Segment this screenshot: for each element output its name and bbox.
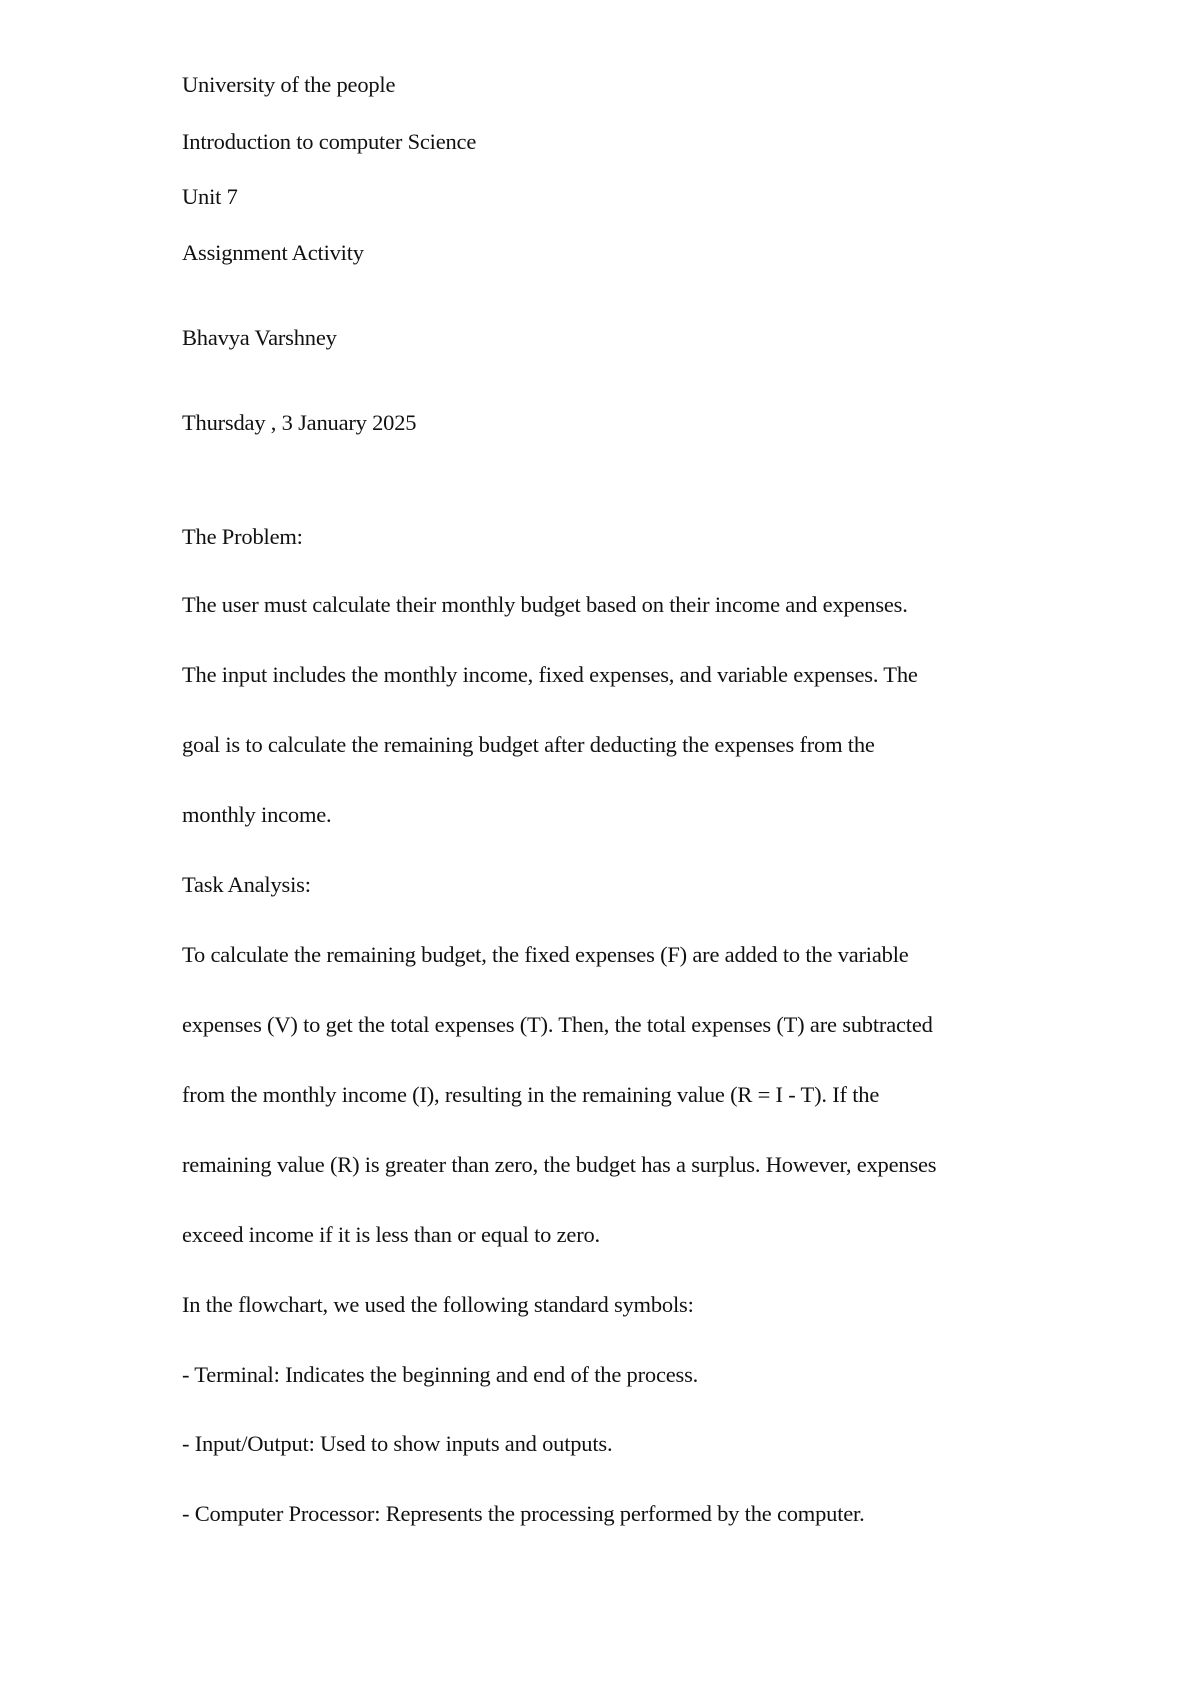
symbol-item-terminal: - Terminal: Indicates the beginning and end of the process.: [182, 1362, 699, 1387]
task-analysis-line: exceed income if it is less than or equal to zero.: [182, 1222, 600, 1247]
assignment-label: Assignment Activity: [182, 240, 364, 265]
problem-heading: The Problem:: [182, 524, 303, 549]
course-title: Introduction to computer Science: [182, 129, 477, 154]
symbols-intro: In the flowchart, we used the following standard symbols:: [182, 1292, 694, 1317]
problem-line: The input includes the monthly income, fixed expenses, and variable expenses. The: [182, 662, 918, 687]
problem-line: goal is to calculate the remaining budget after deducting the expenses from the: [182, 732, 875, 757]
task-analysis-line: expenses (V) to get the total expenses (T). Then, the total expenses (T) are subtracted: [182, 1012, 933, 1037]
task-analysis-line: remaining value (R) is greater than zero, the budget has a surplus. However, expenses: [182, 1152, 937, 1177]
task-analysis-line: To calculate the remaining budget, the fixed expenses (F) are added to the variable: [182, 942, 909, 967]
symbol-item-input-output: - Input/Output: Used to show inputs and outputs.: [182, 1431, 613, 1456]
symbol-item-processor: - Computer Processor: Represents the processing performed by the computer.: [182, 1501, 865, 1526]
task-analysis-line: from the monthly income (I), resulting in the remaining value (R = I - T). If the: [182, 1082, 880, 1107]
task-analysis-heading: Task Analysis:: [182, 872, 311, 897]
unit-label: Unit 7: [182, 184, 238, 209]
problem-line: monthly income.: [182, 802, 332, 827]
university-name: University of the people: [182, 72, 396, 97]
document-date: Thursday , 3 January 2025: [182, 410, 417, 435]
problem-line: The user must calculate their monthly budget based on their income and expenses.: [182, 592, 908, 617]
author-name: Bhavya Varshney: [182, 325, 337, 350]
